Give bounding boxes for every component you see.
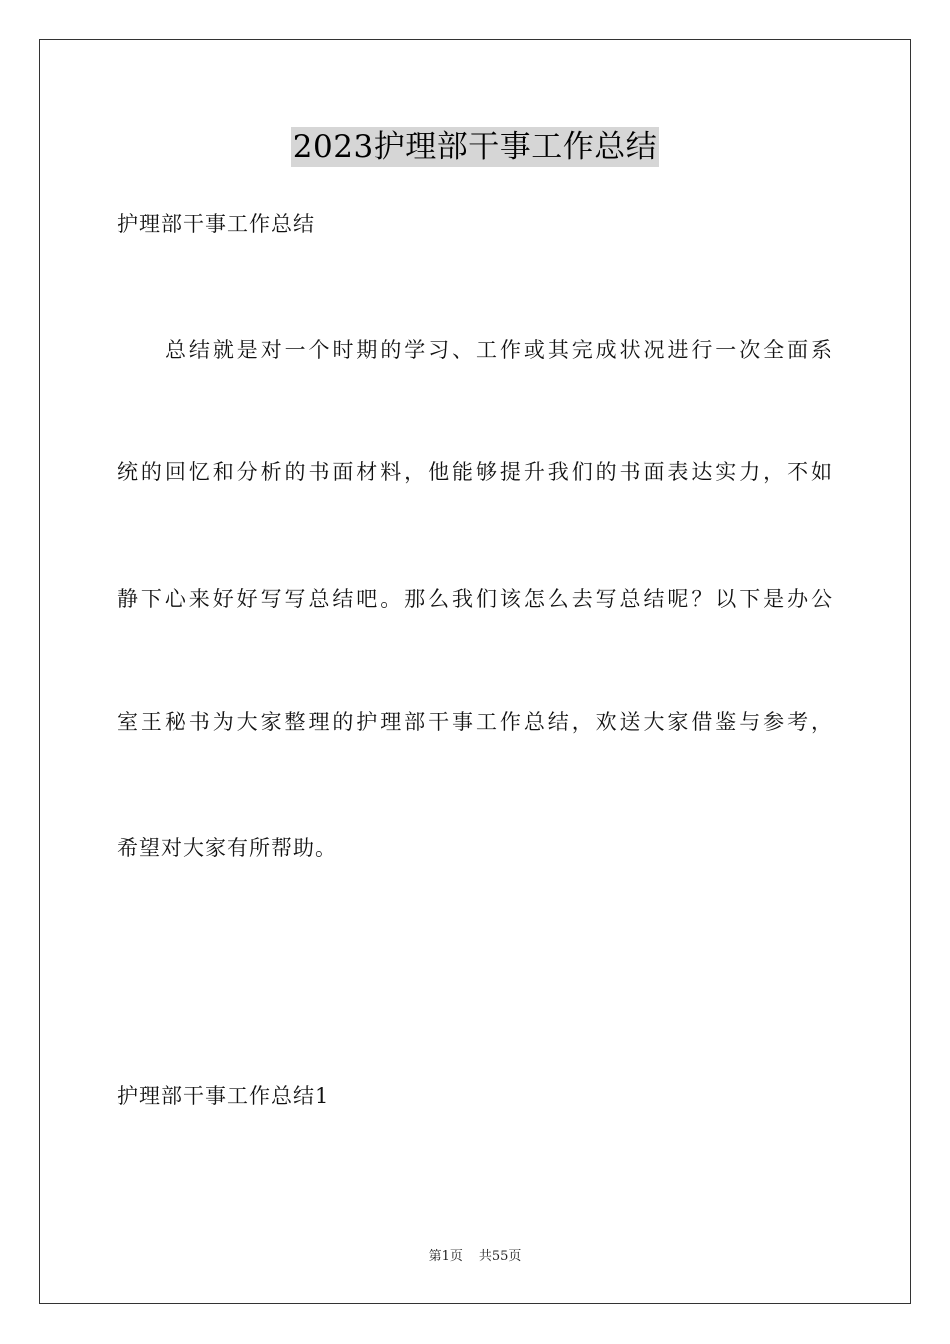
document-subtitle: 护理部干事工作总结 (117, 212, 315, 236)
intro-line-2: 统的回忆和分析的书面材料，他能够提升我们的书面表达实力，不如 (117, 460, 833, 484)
page-total: 共55页 (478, 1249, 522, 1264)
page-footer (0, 1249, 950, 1265)
page-number: 第1页 (428, 1249, 463, 1264)
section-heading: 护理部干事工作总结1 (117, 1084, 330, 1108)
document-title-text: 2023护理部干事工作总结 (292, 129, 658, 165)
intro-line-4: 室王秘书为大家整理的护理部干事工作总结，欢送大家借鉴与参考， (117, 710, 833, 734)
intro-line-5: 希望对大家有所帮助。 (117, 836, 337, 860)
intro-line-3: 静下心来好好写写总结吧。那么我们该怎么去写总结呢？以下是办公 (117, 587, 833, 611)
document-title (0, 127, 950, 167)
intro-line-1: 总结就是对一个时期的学习、工作或其完成状况进行一次全面系 (165, 338, 833, 362)
